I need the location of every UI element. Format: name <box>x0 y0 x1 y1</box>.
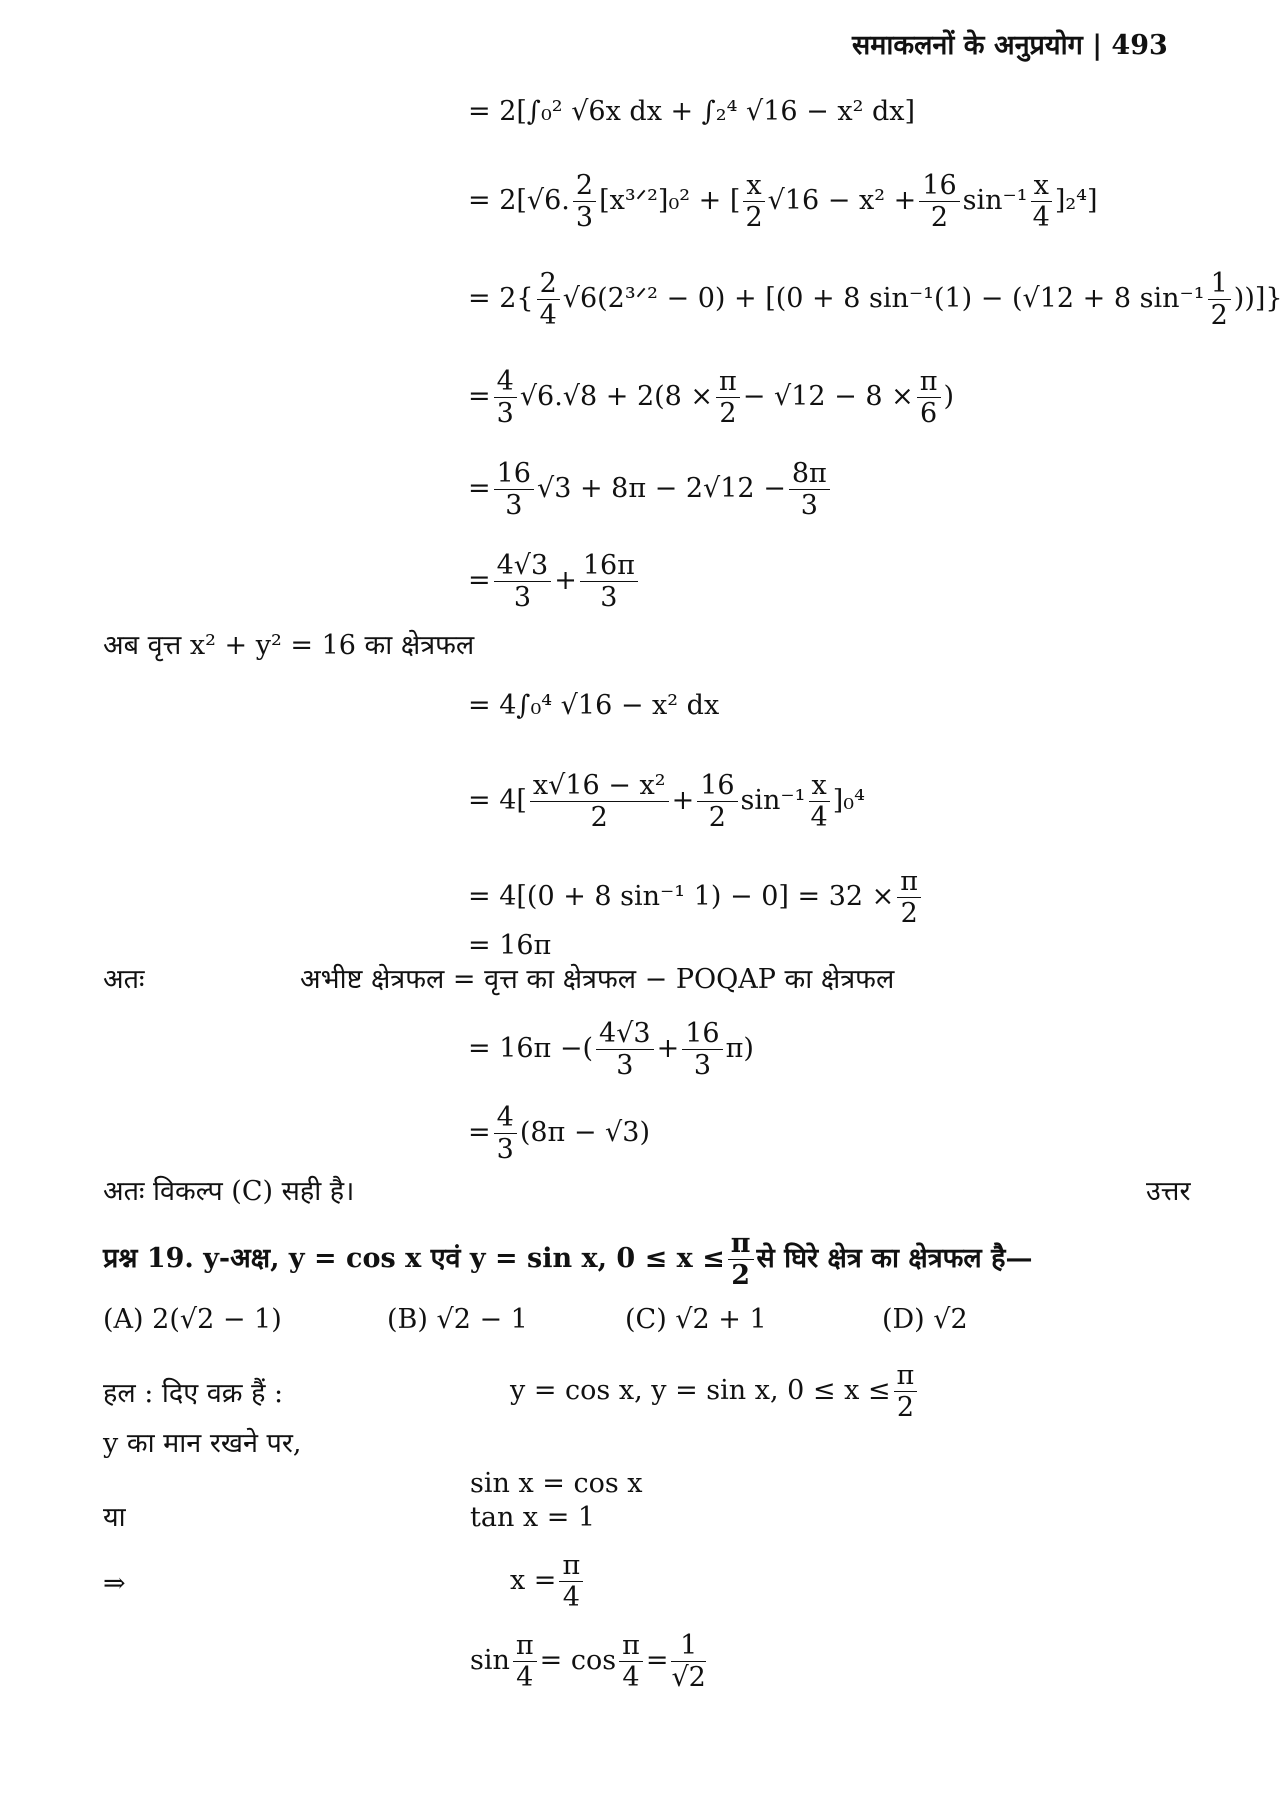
solution-label: हल : दिए वक्र हैं : <box>103 1378 284 1409</box>
page-header <box>852 30 1168 62</box>
solution-line-3: x = $\frac{\pi}{4}$ <box>510 1550 586 1613</box>
circle-line-3: = 4[(0 + 8 sin⁻¹ 1) − 0] = 32 × $\frac{\pi}{2}$ <box>468 866 924 929</box>
derivation-line-4: = $\frac{4}{3}$ √6.√8 + 2(8 × $\frac{\pi}{2}$ − √12 − 8 × $\frac{\pi}{6}$ ) <box>468 366 955 430</box>
implies-symbol: ⇒ <box>103 1568 126 1599</box>
required-line-2: = 16π −( $\frac{4√3}{3}$ + $\frac{16}{3}$ π) <box>468 1018 754 1082</box>
conclusion: अतः विकल्प (C) सही है। <box>103 1176 355 1207</box>
circle-line-4: = 16π <box>468 930 552 961</box>
circle-line-2: = 4[ $\frac{\text{x√16 − x²}}{2}$ + $\frac{16}{2}$ sin⁻¹ $\frac{x}{4}$ ]₀⁴ <box>468 770 865 834</box>
option-b: (B) √2 − 1 <box>387 1304 528 1335</box>
circle-intro: अब वृत्त x² + y² = 16 का क्षेत्रफल <box>103 630 475 661</box>
question-19: प्रश्न 19. y-अक्ष, y = cos x एवं y = sin x, 0 ≤ x ≤ $\frac{\pi}{2}$ से घिरे क्षेत्र का क्षेत्रफल है— <box>103 1228 1033 1292</box>
solution-line-4: sin $\frac{\pi}{4}$ = cos $\frac{\pi}{4}$ = $\frac{1}{√2}$ <box>470 1630 706 1694</box>
page-number: 493 <box>1111 30 1168 61</box>
derivation-line-1: = 2[∫₀² √6x dx + ∫₂⁴ √16 − x² dx] <box>468 96 916 127</box>
required-area-line: अभीष्ट क्षेत्रफल = वृत्त का क्षेत्रफल − POQAP का क्षेत्रफल <box>300 964 895 995</box>
required-line-3: = $\frac{4}{3}$ (8π − √3) <box>468 1102 650 1166</box>
option-a: (A) 2(√2 − 1) <box>103 1304 282 1335</box>
circle-line-1: = 4∫₀⁴ √16 − x² dx <box>468 690 720 721</box>
derivation-line-5: = $\frac{16}{3}$ √3 + 8π − 2√12 − $\frac{8\pi}{3}$ <box>468 458 833 521</box>
chapter-title: समाकलनों के अनुप्रयोग <box>852 30 1083 61</box>
derivation-line-2: = 2[√6. $\frac{2}{3}$ [x³ᐟ²]₀² + [ $\frac{x}{2}$ √16 − x² + $\frac{16}{2}$ sin⁻¹ $\frac{x}{4}$ ]₂⁴] <box>468 170 1098 234</box>
or-label: या <box>103 1502 126 1533</box>
given-curves: y = cos x, y = sin x, 0 ≤ x ≤ $\frac{\pi}{2}$ <box>510 1360 920 1423</box>
answer-label: उत्तर <box>1146 1176 1191 1207</box>
substitute-text: y का मान रखने पर, <box>103 1428 302 1459</box>
header-separator: | <box>1092 30 1103 61</box>
option-d: (D) √2 <box>882 1304 968 1335</box>
derivation-line-3: = 2{ $\frac{2}{4}$ √6(2³ᐟ² − 0) + [(0 + 8 sin⁻¹(1) − (√12 + 8 sin⁻¹ $\frac{1}{2}$ ))]} <box>468 268 1283 332</box>
derivation-line-6: = $\frac{4√3}{3}$ + $\frac{16\pi}{3}$ <box>468 550 641 613</box>
therefore-label: अतः <box>103 964 145 995</box>
solution-line-2: tan x = 1 <box>470 1502 596 1533</box>
solution-line-1: sin x = cos x <box>470 1468 643 1499</box>
option-c: (C) √2 + 1 <box>625 1304 767 1335</box>
